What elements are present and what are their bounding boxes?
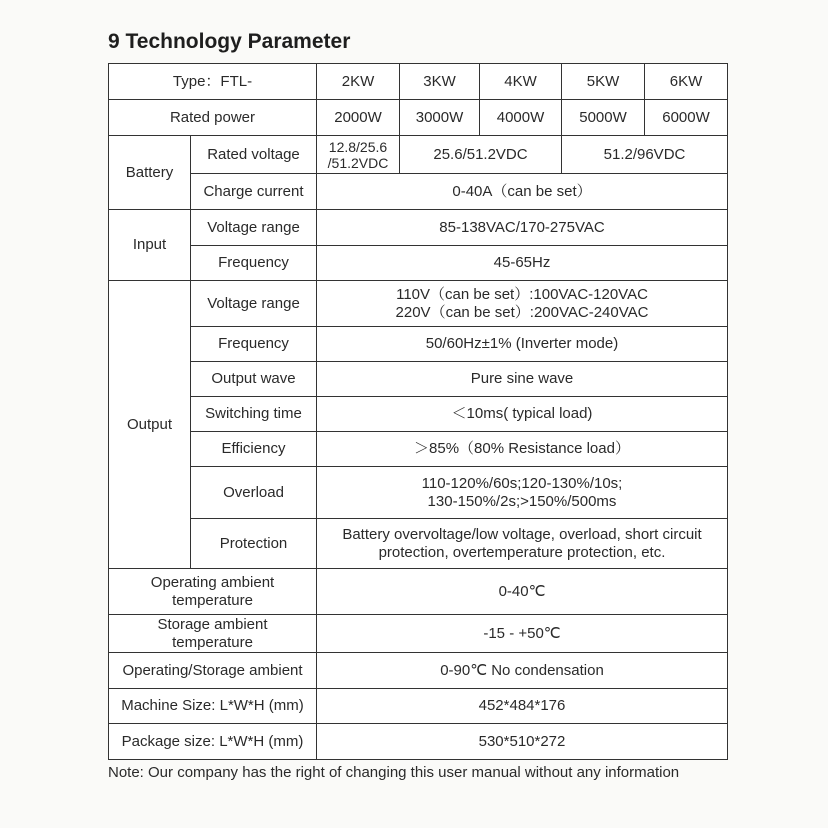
input-frequency-value: 45-65Hz [317, 246, 728, 281]
protection-line1: Battery overvoltage/low voltage, overload, short circuit [342, 525, 702, 543]
rated-power-4kw: 4000W [480, 100, 562, 136]
package-size-value: 530*510*272 [317, 724, 728, 760]
table-row [109, 327, 728, 362]
table-row [109, 397, 728, 432]
operating-temp-value: 0-40℃ [317, 569, 728, 615]
output-group-label: Output [109, 281, 191, 569]
output-voltage-range-label: Voltage range [191, 281, 317, 327]
table-row [109, 724, 728, 760]
charge-current-value: 0-40A（can be set） [317, 174, 728, 210]
table-row [109, 136, 728, 174]
table-row [109, 64, 728, 100]
rated-voltage-label: Rated voltage [191, 136, 317, 174]
model-6kw: 6KW [645, 64, 728, 100]
protection-label: Protection [191, 519, 317, 569]
storage-temp-label [109, 615, 317, 653]
table-row [109, 362, 728, 397]
switching-time-value: ＜10ms( typical load) [317, 397, 728, 432]
operating-temp-label [109, 569, 317, 615]
table-row [109, 432, 728, 467]
switching-time-label: Switching time [191, 397, 317, 432]
model-5kw: 5KW [562, 64, 645, 100]
efficiency-label: Efficiency [191, 432, 317, 467]
efficiency-value: ＞85%（80% Resistance load） [317, 432, 728, 467]
table-row [109, 653, 728, 689]
table-row [109, 615, 728, 653]
rated-power-5kw: 5000W [562, 100, 645, 136]
input-group-label: Input [109, 210, 191, 281]
overload-value [317, 467, 728, 519]
table-row [109, 100, 728, 136]
output-frequency-value: 50/60Hz±1% (Inverter mode) [317, 327, 728, 362]
output-voltage-line2: 220V（can be set）:200VAC-240VAC [395, 303, 649, 321]
machine-size-value: 452*484*176 [317, 689, 728, 724]
model-3kw: 3KW [400, 64, 480, 100]
output-wave-label: Output wave [191, 362, 317, 397]
storage-temp-line2: temperature [172, 633, 253, 651]
rated-power-2kw: 2000W [317, 100, 400, 136]
input-voltage-range-value: 85-138VAC/170-275VAC [317, 210, 728, 246]
input-voltage-range-label: Voltage range [191, 210, 317, 246]
table-row [109, 569, 728, 615]
machine-size-label: Machine Size: L*W*H (mm) [109, 689, 317, 724]
section-title: 9 Technology Parameter [108, 30, 351, 53]
charge-current-label: Charge current [191, 174, 317, 210]
rated-voltage-2kw [317, 136, 400, 174]
table-row [109, 174, 728, 210]
overload-label: Overload [191, 467, 317, 519]
operating-temp-line1: Operating ambient [150, 573, 275, 591]
rated-voltage-5-6kw: 51.2/96VDC [562, 136, 728, 174]
humidity-label: Operating/Storage ambient [109, 653, 317, 689]
rated-power-3kw: 3000W [400, 100, 480, 136]
output-frequency-label: Frequency [191, 327, 317, 362]
storage-temp-line1: Storage ambient [157, 615, 268, 633]
rated-power-6kw: 6000W [645, 100, 728, 136]
model-2kw: 2KW [317, 64, 400, 100]
table-row [109, 281, 728, 327]
rated-power-label: Rated power [109, 100, 317, 136]
table-row [109, 689, 728, 724]
protection-value [317, 519, 728, 569]
input-frequency-label: Frequency [191, 246, 317, 281]
type-label: Type：FTL- [109, 64, 317, 100]
storage-temp-value: -15 - +50℃ [317, 615, 728, 653]
table-row [109, 519, 728, 569]
overload-line2: 130-150%/2s;>150%/500ms [427, 492, 617, 510]
output-wave-value: Pure sine wave [317, 362, 728, 397]
model-4kw: 4KW [480, 64, 562, 100]
rated-voltage-2kw-line1: 12.8/25.6 [328, 138, 388, 155]
protection-line2: protection, overtemperature protection, etc. [378, 543, 666, 561]
rated-voltage-3-4kw: 25.6/51.2VDC [400, 136, 562, 174]
overload-line1: 110-120%/60s;120-130%/10s; [421, 474, 623, 492]
table-row [109, 246, 728, 281]
humidity-value: 0-90℃ No condensation [317, 653, 728, 689]
output-voltage-line1: 110V（can be set）:100VAC-120VAC [396, 285, 648, 303]
battery-group-label: Battery [109, 136, 191, 210]
table-row [109, 210, 728, 246]
package-size-label: Package size: L*W*H (mm) [109, 724, 317, 760]
operating-temp-line2: temperature [172, 591, 253, 609]
table-row [109, 467, 728, 519]
rated-voltage-2kw-line2: /51.2VDC [327, 154, 389, 171]
footnote: Note: Our company has the right of changing this user manual without any information [108, 764, 680, 781]
output-voltage-range-value [317, 281, 728, 327]
technology-parameter-table [108, 63, 728, 760]
